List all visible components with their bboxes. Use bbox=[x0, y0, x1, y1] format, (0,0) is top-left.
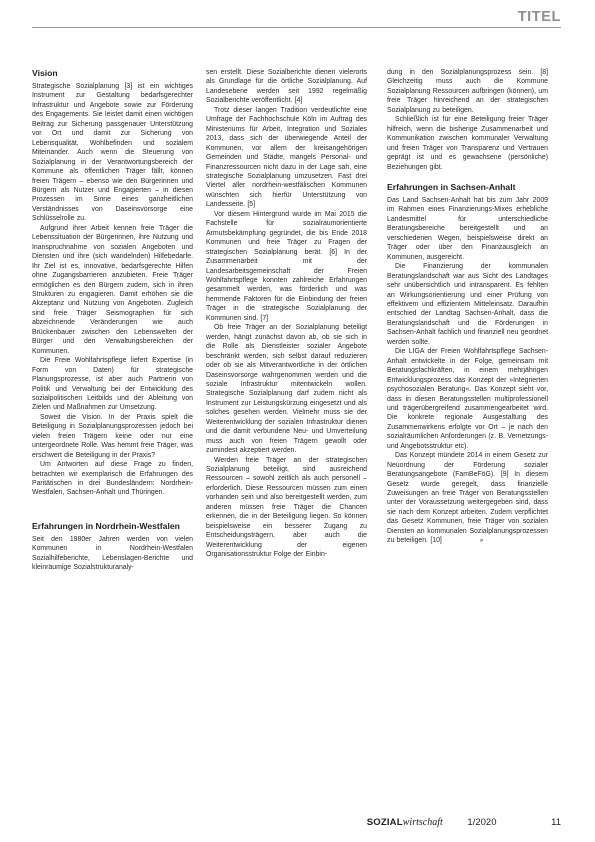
paragraph: Die LIGA der Freien Wohlfahrtspflege Sachsen-Anhalt entwickelte in der Folge, gemeinsam mit Beratungsfachkräften, in einem mehrjährigen Entwicklungsprozess das Konzept der »Integrierten psychosozialen Beratung«. Das Konzept sieht vor, dass in diesen Beratungsstellen multiprofessionell und trägerübergreifend zusammengearbeitet wird. Die konkrete regionale Ausgestaltung des Zusammenwirkens erfolgte vor Ort – je nach den sozialräumlichen Anforderungen (z. B. Vernetzungs- und Angebotsstruktur etc). bbox=[387, 348, 548, 450]
paragraph: Schließlich ist für eine Beteiligung freier Träger hilfreich, wenn die bisherige Zusammenarbeit und Kommunikation zwischen kommunaler Verwaltung und freien Träger von Transparenz und Vertrauen geprägt ist und es gewachsene (persönliche) Beziehungen gibt. bbox=[387, 116, 548, 171]
issue-number: 1/2020 bbox=[467, 817, 497, 828]
paragraph: Vor diesem Hintergrund wurde im Mai 2015 die Fachstelle für sozialraumorientierte Armutsbekämpfung gegründet, die bis Ende 2018 Kommunen und freie Träger zu Fragen der strategischen Sozialplanung berät. [6] In der Zusammenarbeit mit der Landesarbeitsgemeinschaft der Freien Wohlfahrtspflege konnten zahlreiche Erfahrungen gesammelt werden, was förderlich und was hemmende Faktoren für die Einbindung der freien Träger in die strategische Sozialplanung der Kommunen sind. [7] bbox=[206, 210, 367, 322]
paragraph: dung in den Sozialplanungsprozess sein. [8] Gleichzeitig muss auch die Kommune Sozialplanung Ressourcen aufbringen (können), um freie Träger hinreichend an der strategischen Sozialplanung zu beteiligen. bbox=[387, 69, 548, 114]
paragraph: Strategische Sozialplanung [3] ist ein wichtiges Instrument zur Gestaltung bedarfsgerechter Infrastruktur und Angebote sowie zur Förderung des Engagements. Sie leistet damit einen wichtigen Beitrag zur Sicherung passgenauer Unterstützung vor Ort und damit zur Sicherung von Lebensqualität, Wohlbefinden und sozialem Miteinander. Auch wenn die Steuerung von Sozialplanung in der Verantwortungsbereich der Kommune als öffentlichen Träger fällt, können freien Trägern – ebenso wie den Bürgerinnen und Bürgern als Nutzer und Engagierten – in diesen Prozessen im Sinne eines ganzheitlichen Verständnisses von Daseinsvorsorge eine Schlüsselrolle zu. bbox=[32, 83, 193, 223]
paragraph: sen erstellt. Diese Sozialberichte dienen vielerorts als Grundlage für die örtliche Sozialplanung. Auf Landesebene werden seit 1992 regelmäßig Sozialberichte veröffentlicht. [4] bbox=[206, 69, 367, 105]
paragraph: Seit den 1980er Jahren werden von vielen Kommunen in Nordrhein-Westfalen Sozialhilfeberichte, Lebenslagen-Berichte und kleinräumige Sozialstrukturanaly- bbox=[32, 535, 193, 572]
column-2 bbox=[206, 68, 367, 560]
paragraph: Ob freie Träger an der Sozialplanung beteiligt werden, hängt zunächst davon ab, ob sie sich in die Rolle als Dienstleister sozialer Angebote beschränkt werden, sich selbst darauf reduzieren oder ob sie als Mitverantwortliche in der örtlichen Daseinsvorsorge wahrgenommen werden und die soziale Infrastruktur mitentwickeln wollen. Strategische Sozialplanung darf zudem nicht als Instrument zur Leistungskürzung eingesetzt und als solches gesehen werden. Vielmehr muss sie der Weiterentwicklung der sozialen Infrastruktur dienen und die damit verbundene Neu- und Umverteilung muss auch von freien Trägern gewollt oder zumindest akzeptiert werden. bbox=[206, 324, 367, 455]
paragraph: Werden freie Träger an der strategischen Sozialplanung beteiligt, sind ausreichend Ressourcen – sowohl zeitlich als auch personell – erforderlich. Diese Ressourcen müssen zum einen vorhanden sein und also bereitgestellt werden, zum anderen müssen freie Träger die Chancen erkennen, die in der Beteiligung liegen. So können beispielsweise ein besserer Zugang zu Entscheidungsträgern, aber auch die Weiterentwicklung der eigenen Organisationsstruktur Folge der Einbin- bbox=[206, 456, 367, 559]
paragraph: Die Freie Wohlfahrtspflege liefert Expertise (in Form von Daten) für strategische Planungsprozesse, ist aber auch Partnerin von Politik und Verwaltung bei der Entwicklung des sozialpolitischen Leitbilds und der Ableitung von Zielen und Maßnahmen zur Umsetzung. bbox=[32, 357, 193, 412]
magazine-name-part-1: SOZIAL bbox=[366, 817, 403, 828]
heading-sachsen-anhalt: Erfahrungen in Sachsen-Anhalt bbox=[387, 181, 516, 192]
paragraph: Das Land Sachsen-Anhalt hat bis zum Jahr 2009 im Rahmen eines Finanzierungs-Mixes erhebliche Landesmittel für unterschiedliche Beratungsbereiche bereitgestellt und an verschiedenen Wegen, beispielsweise direkt an Träger oder über den Finanzausgleich an Kommunen, ausgereicht. bbox=[387, 196, 548, 261]
paragraph-text: Das Konzept mündete 2014 in einem Gesetz zur Neuordnung der Förderung sozialer Beratungsangebote (FamBeFöG). [9] In diesem Gesetz wurde geregelt, dass finanzielle Zuweisungen an freie Träger von Beratungsstellen unter der Voraussetzung weitergegeben sind, dass sie nach dem Konzept arbeiten. Zudem verpflichtet das Gesetz Kommunen, freie Träger von sozialen Diensten an kommunalen Sozialplanungsprozessen zu beteiligen. [10] bbox=[387, 452, 548, 545]
heading-nrw: Erfahrungen in Nordrhein-Westfalen bbox=[32, 520, 180, 531]
section-title: TITEL bbox=[517, 9, 561, 25]
paragraph: Um Antworten auf diese Frage zu finden, betrachten wir exemplarisch die Erfahrungen des Paritätischen in drei Bundesländern: Nordrhein-Westfalen, Sachsen-Anhalt und Thüringen. bbox=[32, 461, 193, 497]
paragraph: Soweit die Vision. In der Praxis spielt die Beteiligung in Sozialplanungsprozessen jedoch bei vielen freien Trägern keine oder nur eine untergeordnete Rolle. Was hemmt freie Träger, was erschwert die Beteiligung in der Praxis? bbox=[32, 413, 193, 459]
paragraph: Die Finanzierung der kommunalen Beratungslandschaft war aus Sicht des Landtages sehr unübersichtlich und intransparent. Es fehlten an Wirkungsorientierung und einer Prüfung von effektivem und effizientem Mitteleinsatz. Daraufhin entschied der Landtag Sachsen-Anhalt, dass die Beratungslandschaft und die Förderungen in Sachsen-Anhalt fachlich und finanziell neu geordnet werden sollte. bbox=[387, 263, 548, 346]
paragraph: Trotz dieser langen Tradition verdeutlichte eine Umfrage der Fachhochschule Köln im Auftrag des Ministeriums für Arbeit, Integration und Soziales 2013, dass sich der überwiegende Anteil der Kommunen, vor allem der kreisangehörigen Gemeinden und Städte, mangels Personal- und Finanzressourcen nicht dazu in der Lage sah, eine strategische Sozialplanung umzusetzen. Fast drei Viertel aller nordrhein-westfälischen Kommunen wünschten sich hierfür Unterstützung von Landesseite. [5] bbox=[206, 106, 367, 209]
page-number: 11 bbox=[551, 817, 561, 828]
column-1 bbox=[32, 68, 193, 573]
paragraph bbox=[387, 451, 548, 547]
end-mark: » bbox=[479, 538, 484, 545]
header-rule bbox=[32, 27, 561, 28]
column-3 bbox=[387, 68, 548, 547]
page-footer bbox=[367, 817, 561, 828]
magazine-name-part-2: wirtschaft bbox=[402, 817, 443, 828]
heading-vision: Vision bbox=[32, 68, 58, 78]
paragraph: Aufgrund ihrer Arbeit kennen freie Träger die Lebenssituation der Bürgerinnen, ihre Nutzung und Inanspruchnahme von sozialen Angeboten und Diensten und ihre (sich wandelnden) Hilfebedarfe. Ihr Ziel ist es, innovative, bedarfsgerechte Hilfen ohne Zugangsbarrieren anzubieten. Freie Träger ermöglichen es den Bürgern zudem, sich in ihren Strukturen zu engagieren. Damit erhöhen sie die Akzeptanz und Nutzung von Angeboten. Zugleich sind freie Träger Seismographen für sich abzeichnende Veränderungen wie auch Brückenbauer zwischen den Lebenswelten der Bürger und den Verwaltungsbereichen der Kommunen. bbox=[32, 224, 193, 355]
